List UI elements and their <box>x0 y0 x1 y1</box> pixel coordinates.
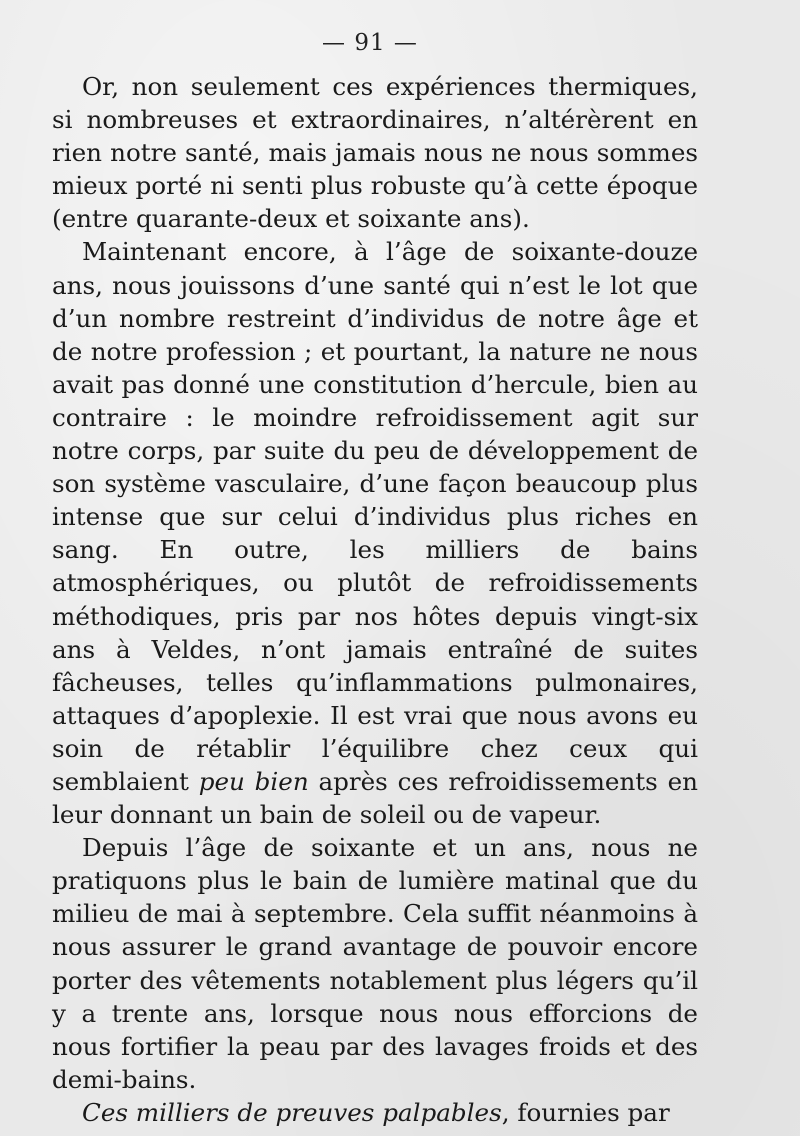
paragraph <box>52 1096 698 1129</box>
page-number: — 91 — <box>322 30 418 56</box>
body-text <box>52 70 698 1129</box>
text-run: Or, non seulement ces expériences thermiques, si nombreuses et extraordinaires, n’altérèrent en rien notre santé, mais jamais nous ne nous sommes mieux porté ni senti plus robuste qu’à cette époque (entre quarante-deux et soixante ans). <box>52 72 698 234</box>
text-run: , fournies par <box>501 1097 670 1127</box>
italic-text: Ces milliers de preuves palpables <box>82 1097 502 1127</box>
paragraph <box>52 831 698 1096</box>
text-run: Depuis l’âge de soixante et un ans, nous ne pratiquons plus le bain de lumière matinal que du milieu de mai à septembre. Cela suffit néanmoins à nous assurer le grand avantage de pouvoir encore porter des vêtements notablement plus légers qu’il y a trente ans, lorsque nous nous efforcions de nous fortifier la peau par des lavages froids et des demi-bains. <box>52 833 698 1094</box>
paragraph <box>52 235 698 831</box>
text-run: Maintenant encore, à l’âge de soixante-douze ans, nous jouissons d’une santé qui n’est le lot que d’un nombre restreint d’individus de notre âge et de notre profession ; et pourtant, la nature ne nous avait pas donné une constitution d’hercule, bien au contraire : le moindre refroidissement agit sur notre corps, par suite du peu de développement de son système vasculaire, d’une façon beaucoup plus intense que sur celui d’individus plus riches en sang. En outre, les milliers de bains atmosphériques, ou plutôt de refroidissements méthodiques, pris par nos hôtes depuis vingt-six ans à Veldes, n’ont jamais entraîné de suites fâcheuses, telles qu’inflammations pulmonaires, attaques d’apoplexie. Il est vrai que nous avons eu soin de rétablir l’équilibre chez ceux qui semblaient <box>52 237 698 796</box>
italic-text: peu bien <box>198 766 309 796</box>
paragraph <box>52 70 698 235</box>
text-run: après ces refroidissements en leur donnant un bain de soleil ou de vapeur. <box>52 766 698 830</box>
